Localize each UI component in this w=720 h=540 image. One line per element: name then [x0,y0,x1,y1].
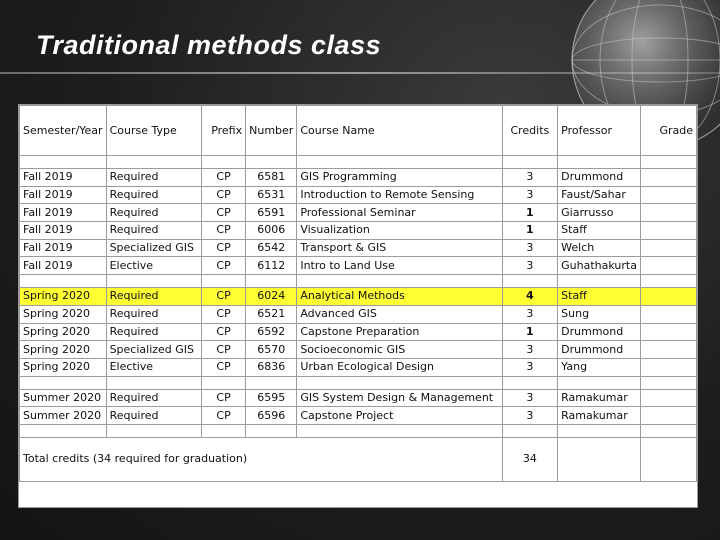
slide-title: Traditional methods class [36,30,382,60]
cell-prefix: CP [202,204,246,222]
cell-credits: 3 [502,389,558,407]
cell-number: 6596 [246,407,297,425]
cell-credits: 4 [502,288,558,306]
table-row [20,341,697,359]
cell-type: Required [106,305,201,323]
table-body [20,156,697,482]
table-row [20,257,697,275]
spacer-cell [641,156,697,169]
cell-grade [641,257,697,275]
cell-professor: Guhathakurta [558,257,641,275]
table-row [20,407,697,425]
table-row [20,186,697,204]
table-row [20,239,697,257]
spacer-cell [502,376,558,389]
cell-professor: Staff [558,288,641,306]
cell-credits: 3 [502,358,558,376]
cell-prefix: CP [202,186,246,204]
spacer-cell [502,424,558,437]
cell-number: 6112 [246,257,297,275]
cell-credits: 3 [502,341,558,359]
spacer-row [20,275,697,288]
table-header-row [20,106,697,156]
cell-prefix: CP [202,358,246,376]
spacer-cell [502,156,558,169]
cell-prefix: CP [202,341,246,359]
cell-number: 6591 [246,204,297,222]
cell-name: Visualization [297,222,502,240]
spacer-cell [641,424,697,437]
header-course-name: Course Name [297,106,502,156]
table-row [20,204,697,222]
cell-name: Intro to Land Use [297,257,502,275]
table-row [20,222,697,240]
table-row [20,358,697,376]
cell-number: 6531 [246,186,297,204]
cell-professor: Ramakumar [558,407,641,425]
cell-number: 6521 [246,305,297,323]
total-empty-cell [641,437,697,481]
spacer-cell [106,376,201,389]
cell-prefix: CP [202,323,246,341]
cell-prefix: CP [202,389,246,407]
cell-number: 6570 [246,341,297,359]
header-course-type: Course Type [106,106,201,156]
header-professor: Professor [558,106,641,156]
cell-credits: 1 [502,323,558,341]
cell-grade [641,407,697,425]
spacer-cell [20,424,107,437]
cell-number: 6836 [246,358,297,376]
spacer-row [20,156,697,169]
header-credits: Credits [502,106,558,156]
cell-professor: Yang [558,358,641,376]
spacer-cell [246,156,297,169]
cell-name: Socioeconomic GIS [297,341,502,359]
header-semester: Semester/Year [20,106,107,156]
cell-grade [641,186,697,204]
cell-grade [641,358,697,376]
cell-name: Capstone Preparation [297,323,502,341]
spacer-cell [558,156,641,169]
cell-credits: 3 [502,257,558,275]
cell-name: Capstone Project [297,407,502,425]
spacer-cell [106,424,201,437]
cell-type: Required [106,222,201,240]
course-table-card [18,104,698,508]
cell-prefix: CP [202,169,246,187]
cell-prefix: CP [202,239,246,257]
cell-semester: Fall 2019 [20,239,107,257]
spacer-row [20,376,697,389]
spacer-cell [20,275,107,288]
cell-number: 6592 [246,323,297,341]
spacer-cell [297,275,502,288]
cell-grade [641,341,697,359]
cell-credits: 3 [502,169,558,187]
cell-type: Elective [106,358,201,376]
cell-credits: 3 [502,305,558,323]
cell-type: Specialized GIS [106,239,201,257]
cell-professor: Welch [558,239,641,257]
cell-number: 6024 [246,288,297,306]
cell-credits: 3 [502,186,558,204]
cell-grade [641,169,697,187]
cell-prefix: CP [202,407,246,425]
table-row [20,305,697,323]
spacer-cell [558,424,641,437]
spacer-cell [106,275,201,288]
header-prefix: Prefix [202,106,246,156]
cell-semester: Spring 2020 [20,323,107,341]
cell-semester: Spring 2020 [20,358,107,376]
total-credits-value: 34 [502,437,558,481]
total-row [20,437,697,481]
total-empty-cell [558,437,641,481]
cell-credits: 3 [502,239,558,257]
spacer-cell [20,156,107,169]
spacer-cell [641,275,697,288]
cell-type: Required [106,389,201,407]
cell-credits: 1 [502,204,558,222]
cell-type: Elective [106,257,201,275]
cell-name: Advanced GIS [297,305,502,323]
cell-type: Required [106,204,201,222]
spacer-cell [202,156,246,169]
cell-credits: 3 [502,407,558,425]
cell-number: 6006 [246,222,297,240]
course-table [19,105,697,482]
table-row [20,288,697,306]
cell-type: Required [106,407,201,425]
cell-number: 6542 [246,239,297,257]
spacer-cell [502,275,558,288]
spacer-cell [297,156,502,169]
cell-semester: Summer 2020 [20,389,107,407]
spacer-cell [20,376,107,389]
spacer-cell [246,275,297,288]
header-grade: Grade [641,106,697,156]
total-label: Total credits (34 required for graduation) [20,437,503,481]
cell-name: GIS System Design & Management [297,389,502,407]
spacer-cell [246,424,297,437]
spacer-cell [106,156,201,169]
cell-semester: Spring 2020 [20,341,107,359]
cell-professor: Faust/Sahar [558,186,641,204]
spacer-cell [202,376,246,389]
spacer-cell [297,424,502,437]
cell-name: Urban Ecological Design [297,358,502,376]
cell-semester: Fall 2019 [20,204,107,222]
spacer-row [20,424,697,437]
cell-professor: Ramakumar [558,389,641,407]
cell-type: Specialized GIS [106,341,201,359]
table-row [20,389,697,407]
cell-semester: Fall 2019 [20,222,107,240]
table-row [20,169,697,187]
cell-semester: Fall 2019 [20,257,107,275]
cell-name: GIS Programming [297,169,502,187]
spacer-cell [297,376,502,389]
cell-type: Required [106,169,201,187]
spacer-cell [558,376,641,389]
cell-professor: Drummond [558,323,641,341]
spacer-cell [246,376,297,389]
cell-type: Required [106,323,201,341]
cell-semester: Summer 2020 [20,407,107,425]
cell-type: Required [106,288,201,306]
cell-semester: Spring 2020 [20,305,107,323]
cell-prefix: CP [202,222,246,240]
spacer-cell [641,376,697,389]
cell-professor: Drummond [558,341,641,359]
cell-professor: Drummond [558,169,641,187]
spacer-cell [558,275,641,288]
cell-prefix: CP [202,257,246,275]
table-row [20,323,697,341]
cell-grade [641,288,697,306]
cell-grade [641,239,697,257]
cell-grade [641,305,697,323]
cell-name: Introduction to Remote Sensing [297,186,502,204]
cell-number: 6595 [246,389,297,407]
cell-grade [641,323,697,341]
cell-semester: Spring 2020 [20,288,107,306]
cell-professor: Sung [558,305,641,323]
cell-professor: Giarrusso [558,204,641,222]
cell-grade [641,389,697,407]
spacer-cell [202,275,246,288]
cell-credits: 1 [502,222,558,240]
cell-name: Professional Seminar [297,204,502,222]
cell-type: Required [106,186,201,204]
cell-semester: Fall 2019 [20,169,107,187]
cell-number: 6581 [246,169,297,187]
cell-grade [641,204,697,222]
cell-semester: Fall 2019 [20,186,107,204]
cell-prefix: CP [202,305,246,323]
header-number: Number [246,106,297,156]
cell-grade [641,222,697,240]
cell-name: Analytical Methods [297,288,502,306]
cell-name: Transport & GIS [297,239,502,257]
cell-prefix: CP [202,288,246,306]
spacer-cell [202,424,246,437]
cell-professor: Staff [558,222,641,240]
